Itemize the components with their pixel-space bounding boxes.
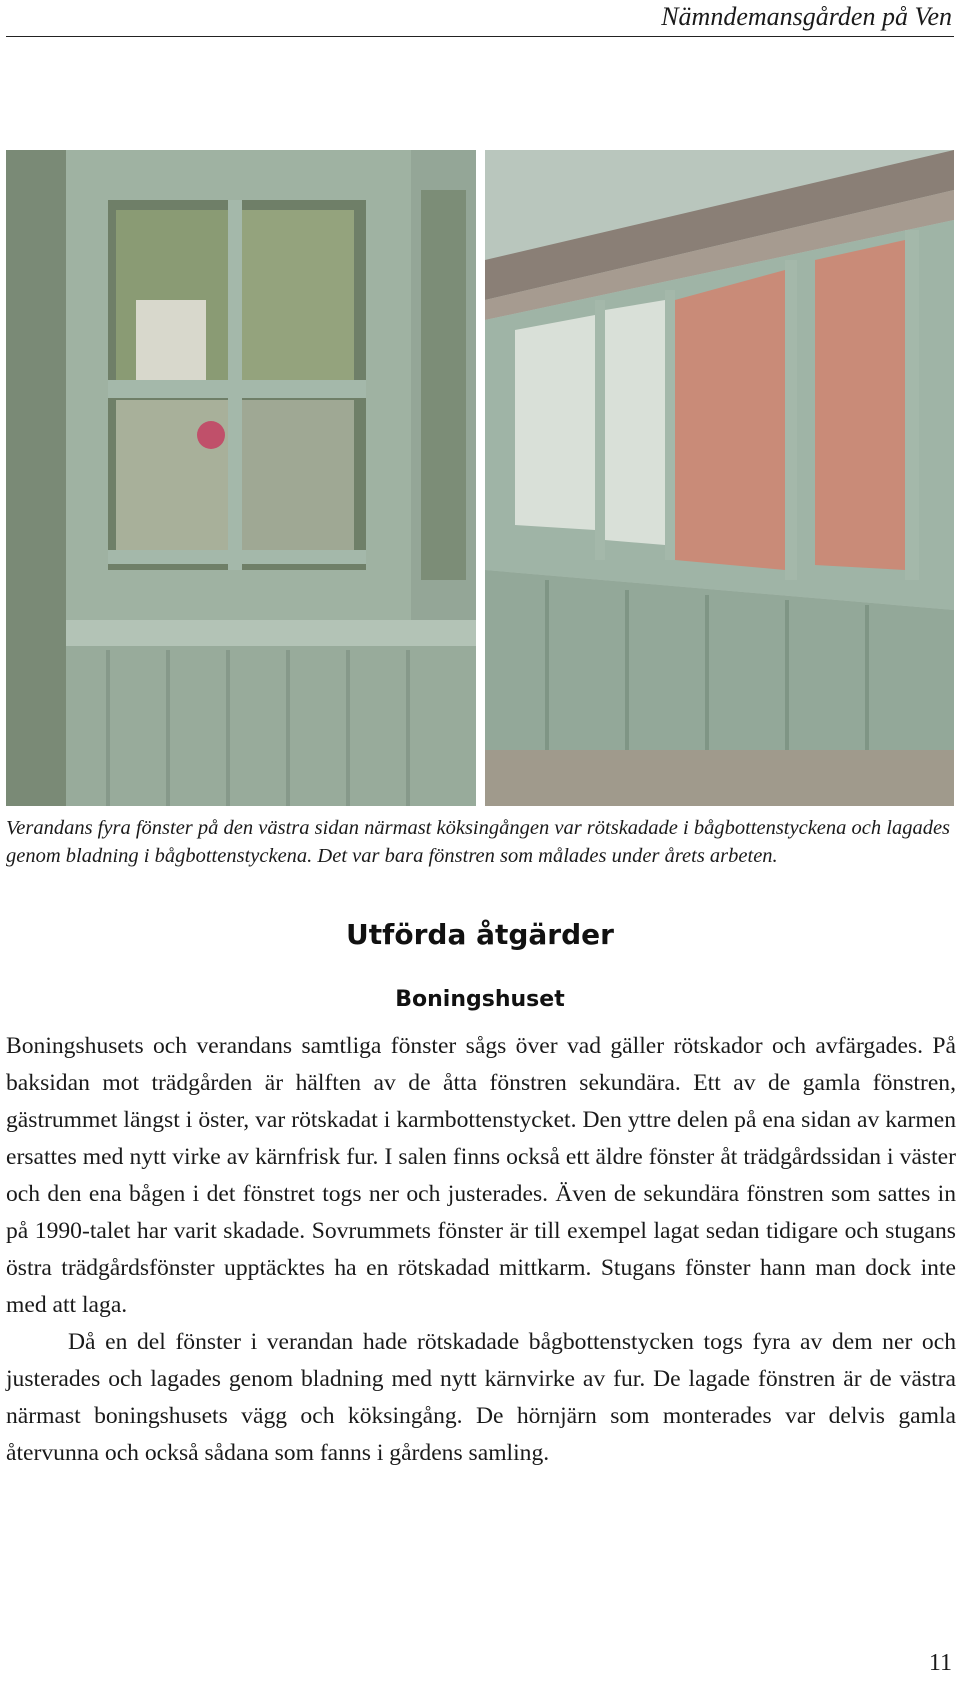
photo-window-closeup-graphic [6, 150, 476, 806]
sub-heading: Boningshuset [395, 987, 565, 1012]
paragraph: Då en del fönster i verandan hade rötskadade bågbottenstycken togs fyra av dem ner och justerades och lagades genom bladning med nytt kärnvirke av fur. De lagade fönstren är de västra närmast boningshusets vägg och köksingång. De hörnjärn som monterades var delvis gamla återvunna och också sådana som fanns i gårdens samling. [6, 1329, 956, 1466]
page-number: 11 [928, 1650, 952, 1676]
photo-verandah-west [485, 150, 954, 806]
photo-verandah-west-graphic [485, 150, 954, 806]
photo-window-closeup [6, 150, 476, 806]
paragraph: Boningshusets och verandans samtliga fönster sågs över vad gäller rötskador och avfärgades. På baksidan mot trädgården är hälften av de åtta fönstren sekundära. Ett av de gamla fönstren, gästrummet längst i öster, var rötskadat i karmbottenstycket. Den yttre delen på ena sidan av karmen ersattes med nytt virke av kärnfrisk fur. I salen finns också ett äldre fönster åt trädgårdssidan i väster och den ena bågen i det fönstret togs ner och justerades. Även de sekundära fönstren som sattes in på 1990-talet har varit skadade. Sovrummets fönster är till exempel lagat sedan tidigare och stugans östra trädgårdsfönster upptäcktes ha en rötskadad mittkarm. Stugans fönster hann man dock inte med att laga. [6, 1033, 956, 1318]
running-header [6, 0, 954, 37]
photo-caption: Verandans fyra fönster på den västra sidan närmast köksingången var rötskadade i bågbottenstyckena och lagades genom bladning i bågbottenstyckena. Det var bara fönstren som målades under årets arbeten. [6, 817, 951, 867]
section-heading: Utförda åtgärder [346, 918, 614, 951]
body-text [6, 1028, 956, 1472]
header-title: Nämndemansgården på Ven [661, 2, 952, 31]
